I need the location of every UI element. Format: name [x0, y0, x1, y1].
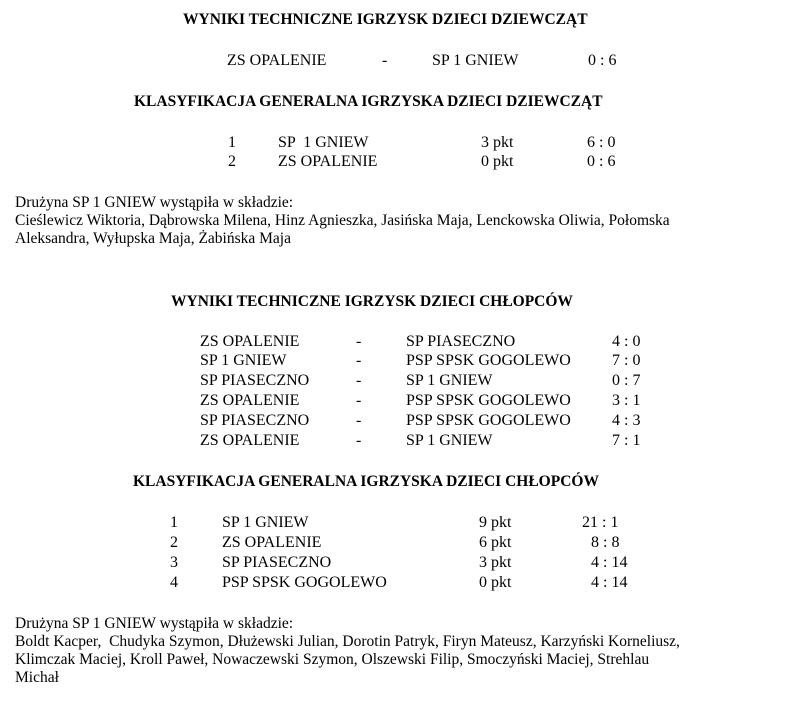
standings-goals: 21 : 1 [582, 514, 619, 531]
standings-goals: 8 : 8 [591, 534, 620, 551]
standings-team: PSP SPSK GOGOLEWO [222, 574, 387, 591]
match-score: 7 : 0 [612, 352, 641, 369]
standings-team: ZS OPALENIE [278, 153, 378, 170]
match-away: PSP SPSK GOGOLEWO [406, 412, 571, 429]
standings-points: 6 pkt [479, 534, 512, 551]
match-away: SP PIASECZNO [406, 333, 516, 350]
boys-results-title: WYNIKI TECHNICZNE IGRZYSK DZIECI CHŁOPCÓW [171, 293, 573, 310]
standings-pos: 1 [170, 514, 178, 531]
standings-goals: 6 : 0 [587, 134, 616, 151]
match-separator: - [356, 432, 362, 449]
boys-squad [15, 615, 785, 687]
match-home: SP PIASECZNO [200, 412, 310, 429]
match-score: 7 : 1 [612, 432, 641, 449]
girls-results-title: WYNIKI TECHNICZNE IGRZYSK DZIECI DZIEWCZĄT [183, 11, 588, 28]
standings-points: 0 pkt [479, 574, 512, 591]
match-score: 0 : 7 [612, 372, 641, 389]
standings-pos: 2 [170, 534, 178, 551]
standings-goals: 4 : 14 [591, 574, 628, 591]
match-home: ZS OPALENIE [227, 52, 327, 69]
standings-pos: 4 [170, 574, 178, 591]
match-home: ZS OPALENIE [200, 333, 300, 350]
squad-line: Klimczak Maciej, Kroll Paweł, Nowaczewski Szymon, Olszewski Filip, Smoczyński Maciej, Strehlau [15, 651, 650, 668]
girls-squad [15, 194, 785, 248]
squad-line: Boldt Kacper, Chudyka Szymon, Dłużewski Julian, Dorotin Patryk, Firyn Mateusz, Karzyński Korneliusz, [15, 633, 680, 650]
match-separator: - [356, 412, 362, 429]
match-away: SP 1 GNIEW [432, 52, 519, 69]
boys-standings-title: KLASYFIKACJA GENERALNA IGRZYSKA DZIECI CHŁOPCÓW [133, 473, 599, 490]
squad-intro: Drużyna SP 1 GNIEW wystąpiła w składzie: [15, 615, 294, 632]
match-home: ZS OPALENIE [200, 392, 300, 409]
match-away: SP 1 GNIEW [406, 432, 493, 449]
match-away: PSP SPSK GOGOLEWO [406, 392, 571, 409]
standings-points: 0 pkt [481, 153, 514, 170]
match-score: 4 : 0 [612, 333, 641, 350]
standings-goals: 0 : 6 [587, 153, 616, 170]
standings-pos: 3 [170, 554, 178, 571]
standings-team: SP 1 GNIEW [278, 134, 369, 151]
standings-team: SP PIASECZNO [222, 554, 332, 571]
match-home: SP PIASECZNO [200, 372, 310, 389]
match-home: SP 1 GNIEW [200, 352, 287, 369]
standings-points: 3 pkt [481, 134, 514, 151]
standings-team: ZS OPALENIE [222, 534, 322, 551]
standings-points: 3 pkt [479, 554, 512, 571]
standings-team: SP 1 GNIEW [222, 514, 309, 531]
match-home: ZS OPALENIE [200, 432, 300, 449]
girls-standings-title: KLASYFIKACJA GENERALNA IGRZYSKA DZIECI DZIEWCZĄT [134, 93, 603, 110]
match-score: 4 : 3 [612, 412, 641, 429]
squad-intro: Drużyna SP 1 GNIEW wystąpiła w składzie: [15, 194, 294, 211]
match-separator: - [356, 333, 362, 350]
match-separator: - [356, 352, 362, 369]
squad-line: Aleksandra, Wyłupska Maja, Żabińska Maja [15, 230, 291, 247]
standings-pos: 2 [228, 153, 236, 170]
standings-pos: 1 [228, 134, 236, 151]
squad-line: Michał [15, 669, 59, 686]
match-away: SP 1 GNIEW [406, 372, 493, 389]
match-separator: - [382, 52, 388, 69]
match-score: 3 : 1 [612, 392, 641, 409]
match-separator: - [356, 372, 362, 389]
squad-line: Cieślewicz Wiktoria, Dąbrowska Milena, Hinz Agnieszka, Jasińska Maja, Lenckowska Oliwia, Połomska [15, 212, 670, 229]
match-separator: - [356, 392, 362, 409]
match-score: 0 : 6 [588, 52, 617, 69]
standings-goals: 4 : 14 [591, 554, 628, 571]
match-away: PSP SPSK GOGOLEWO [406, 352, 571, 369]
standings-points: 9 pkt [479, 514, 512, 531]
